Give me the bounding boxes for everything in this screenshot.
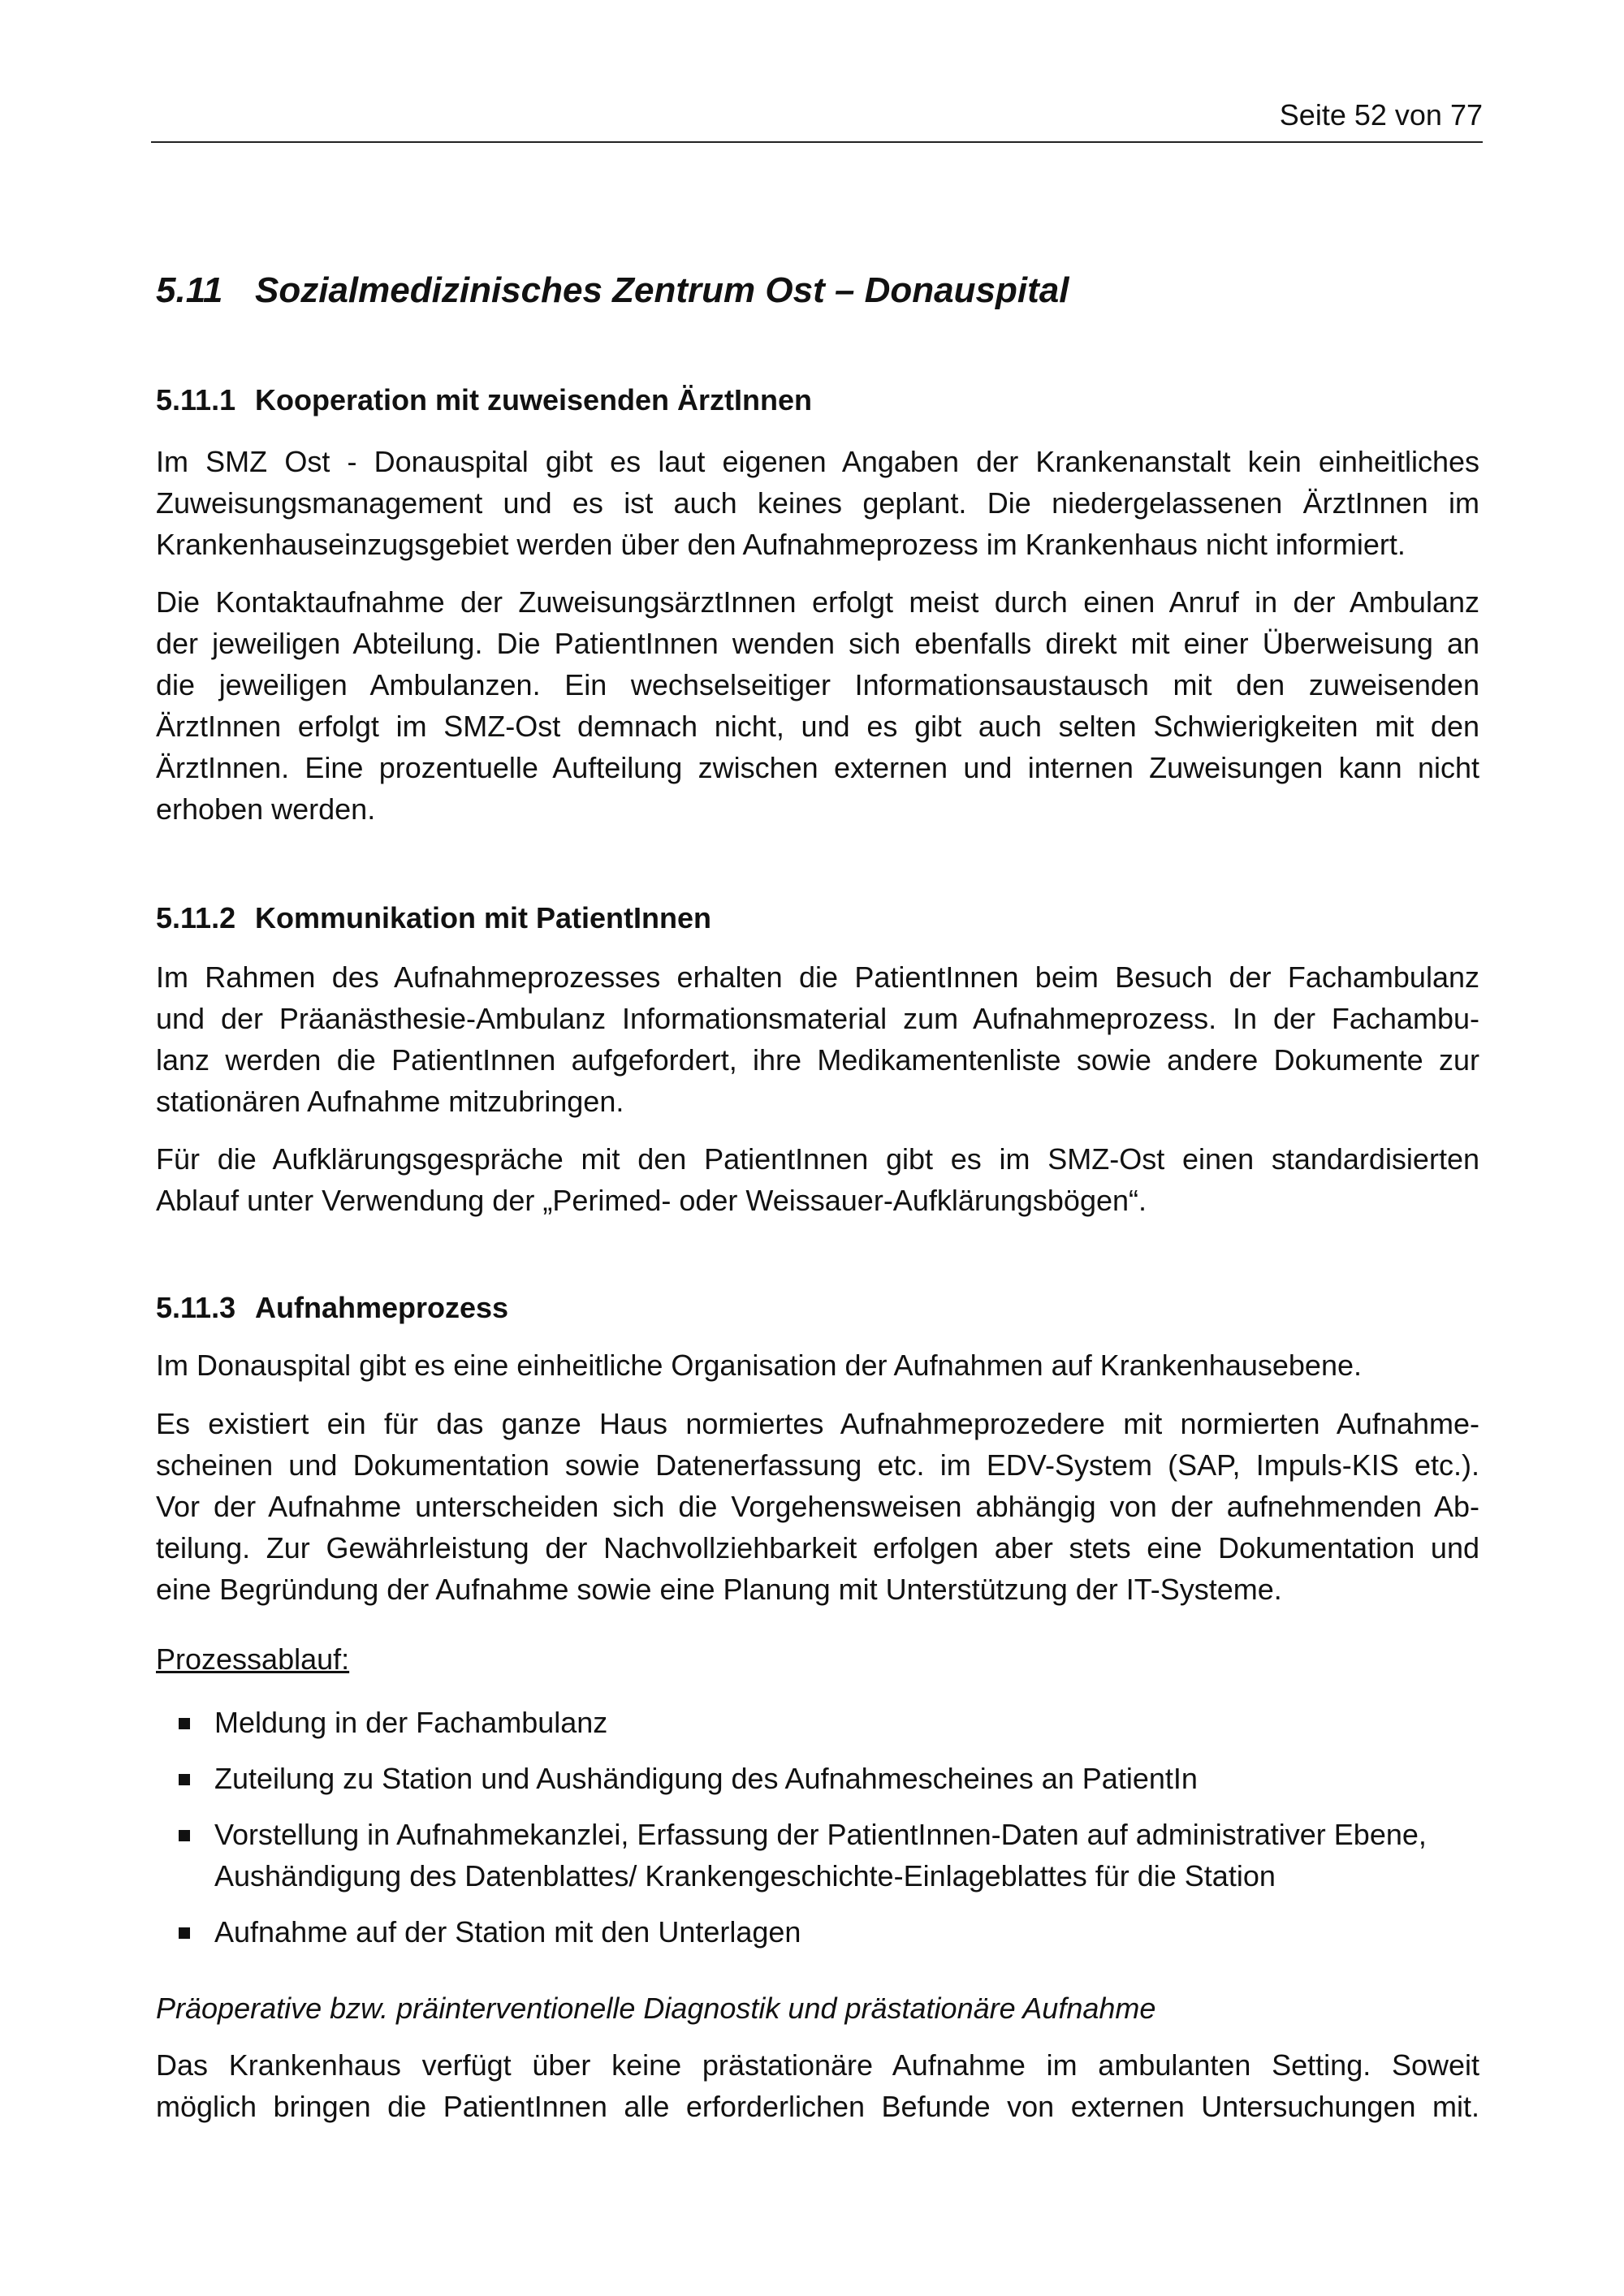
list-item <box>156 1702 1479 1743</box>
process-list <box>156 1702 1479 1953</box>
list-item-text: Aushändigung des Datenblattes/ Krankengeschichte-Einlageblattes für die Station <box>214 1859 1276 1892</box>
subheading-aufnahmeprozess <box>156 1289 508 1327</box>
text-line: stationären Aufnahme mitzubringen. <box>156 1085 624 1118</box>
text-line: Im Rahmen des Aufnahmeprozesses erhalten die PatientInnen beim Besuch der Fachambulanz <box>156 960 1479 994</box>
subheading-kommunikation <box>156 900 711 937</box>
subheading-title: Aufnahmeprozess <box>255 1291 509 1324</box>
text-line: Es existiert ein für das ganze Haus normiertes Aufnahmeprozedere mit normierten Aufnahme- <box>156 1407 1479 1440</box>
text-line: Im Donauspital gibt es eine einheitliche Organisation der Aufnahmen auf Krankenhausebene. <box>156 1349 1362 1382</box>
process-label <box>156 1638 1479 1680</box>
section-number: 5.11 <box>156 270 223 310</box>
list-item <box>156 1814 1479 1897</box>
subheading-title: Kooperation mit zuweisenden ÄrztInnen <box>255 383 813 416</box>
square-bullet-icon <box>179 1927 190 1939</box>
text-line: Das Krankenhaus verfügt über keine prästationäre Aufnahme im ambulanten Setting. Soweit <box>156 2048 1479 2082</box>
text-line: und der Präanästhesie-Ambulanz Informationsmaterial zum Aufnahmeprozess. In der Fachambu- <box>156 1002 1479 1035</box>
list-item <box>156 1758 1479 1799</box>
paragraph-aufnahmeprozedere <box>156 1403 1479 1610</box>
text-line: der jeweiligen Abteilung. Die PatientInnen wenden sich ebenfalls direkt mit einer Überweisung an <box>156 627 1479 660</box>
paragraph-zuweisungsmanagement <box>156 441 1479 565</box>
text-line: Die Kontaktaufnahme der ZuweisungsärztInnen erfolgt meist durch einen Anruf in der Ambulanz <box>156 585 1479 619</box>
text-line: möglich bringen die PatientInnen alle erforderlichen Befunde von externen Untersuchungen mit. <box>156 2090 1479 2123</box>
text-line: Für die Aufklärungsgespräche mit den PatientInnen gibt es im SMZ-Ost einen standardisierten <box>156 1142 1479 1176</box>
list-item-text: Meldung in der Fachambulanz <box>214 1706 608 1739</box>
text-line: scheinen und Dokumentation sowie Datenerfassung etc. im EDV-System (SAP, Impuls-KIS etc.). <box>156 1448 1479 1482</box>
italic-subheading <box>156 1987 1479 2029</box>
paragraph-kontaktaufnahme <box>156 581 1479 830</box>
section-title-text: Sozialmedizinisches Zentrum Ost – Donauspital <box>255 270 1069 310</box>
process-label-text: Prozessablauf: <box>156 1642 350 1676</box>
list-item-text: Zuteilung zu Station und Aushändigung des Aufnahmescheines an PatientIn <box>214 1762 1198 1795</box>
list-item-text: Aufnahme auf der Station mit den Unterlagen <box>214 1915 801 1949</box>
list-item <box>156 1911 1479 1953</box>
list-item-text: Vorstellung in Aufnahmekanzlei, Erfassung der PatientInnen-Daten auf administrativer Ebene, <box>214 1818 1427 1851</box>
text-line: ÄrztInnen erfolgt im SMZ-Ost demnach nicht, und es gibt auch selten Schwierigkeiten mit den <box>156 710 1479 743</box>
subheading-number: 5.11.1 <box>156 383 236 416</box>
section-title <box>156 268 1069 313</box>
paragraph-aufklaerung <box>156 1138 1479 1221</box>
subheading-title: Kommunikation mit PatientInnen <box>255 901 712 934</box>
page-number: Seite 52 von 77 <box>1279 98 1483 132</box>
text-line: Vor der Aufnahme unterscheiden sich die Vorgehensweisen abhängig von der aufnehmenden Ab- <box>156 1490 1479 1523</box>
text-line: ÄrztInnen. Eine prozentuelle Aufteilung zwischen externen und internen Zuweisungen kann nicht <box>156 751 1479 784</box>
text-line: eine Begründung der Aufnahme sowie eine Planung mit Unterstützung der IT-Systeme. <box>156 1573 1282 1606</box>
subheading-kooperation <box>156 382 812 419</box>
text-line: die jeweiligen Ambulanzen. Ein wechselseitiger Informationsaustausch mit den zuweisenden <box>156 668 1479 701</box>
text-line: Ablauf unter Verwendung der „Perimed- oder Weissauer-Aufklärungsbögen“. <box>156 1184 1147 1217</box>
text-line: Im SMZ Ost - Donauspital gibt es laut eigenen Angaben der Krankenanstalt kein einheitliches <box>156 445 1479 478</box>
page-header <box>151 91 1483 143</box>
square-bullet-icon <box>179 1830 190 1841</box>
text-line: Krankenhauseinzugsgebiet werden über den Aufnahmeprozess im Krankenhaus nicht informiert. <box>156 528 1406 561</box>
paragraph-informationsmaterial <box>156 956 1479 1122</box>
subheading-number: 5.11.3 <box>156 1291 236 1324</box>
paragraph-praestationaer <box>156 2044 1479 2127</box>
square-bullet-icon <box>179 1774 190 1785</box>
text-line: teilung. Zur Gewährleistung der Nachvollziehbarkeit erfolgen aber stets eine Dokumentation und <box>156 1531 1479 1564</box>
paragraph-organisation <box>156 1344 1479 1386</box>
text-line: Zuweisungsmanagement und es ist auch keines geplant. Die niedergelassenen ÄrztInnen im <box>156 486 1479 520</box>
text-line: lanz werden die PatientInnen aufgefordert, ihre Medikamentenliste sowie andere Dokumente zur <box>156 1043 1479 1077</box>
italic-subheading-text: Präoperative bzw. präinterventionelle Diagnostik und prästationäre Aufnahme <box>156 1992 1156 2025</box>
square-bullet-icon <box>179 1718 190 1729</box>
text-line: erhoben werden. <box>156 792 376 826</box>
subheading-number: 5.11.2 <box>156 901 236 934</box>
